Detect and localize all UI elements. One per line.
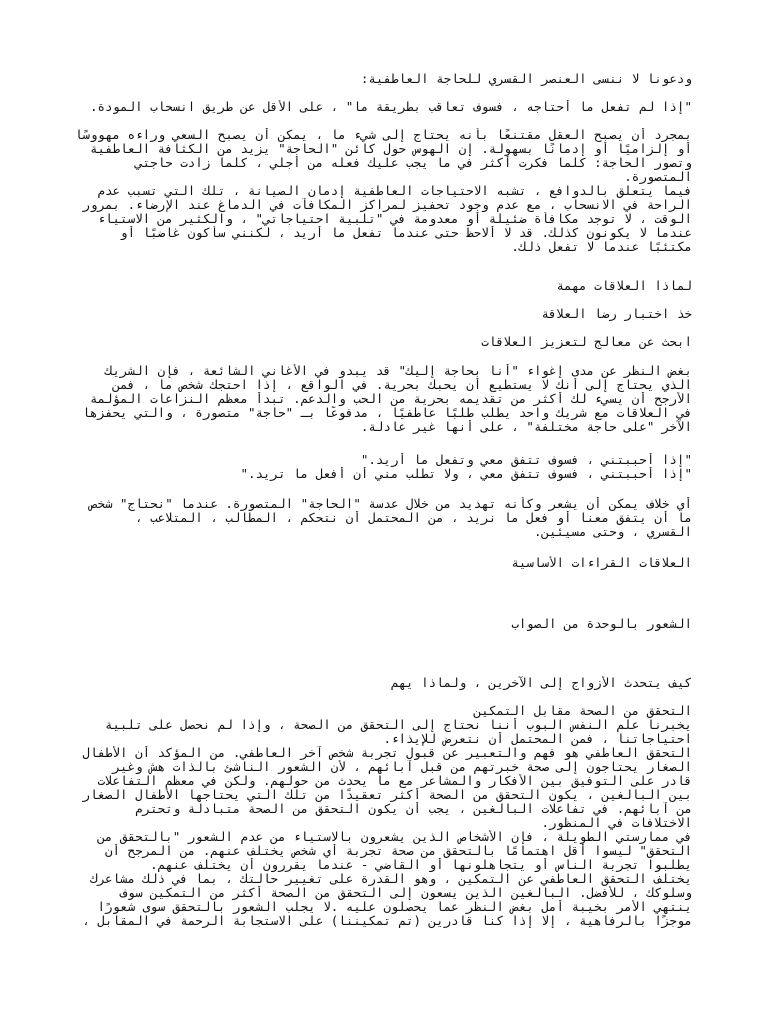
heading-satisfaction-test [70,307,692,321]
text-line: أي خلاف يمكن أن يشعر وكأنه تهديد من خلال عدسة "الحاجة" المتصورة. عندما "نحتاج" شخص [89,497,692,511]
text-line: بغض النظر عن مدى إغواء "أنا بحاجة إليك" قد يبدو في الأغاني الشائعة ، فإن الشريك [105,364,692,378]
paragraph-dispute [70,497,692,539]
text-line: الآخر "على حاجة مختلفة" ، على أنها غير عادلة. [360,420,692,434]
text-line: بين البالغين ، يكون التحقق من الصحة أكثر تعقيدًا من تلك التي يحتاجها الأطفال الصغار [82,788,692,802]
text-line: يختلف التحقق العاطفي عن التمكين ، وهو القدرة على تغيير حالتك ، بما في ذلك مشاعرك [89,872,692,886]
text-line: في العلاقات مع شريك واحد يطلب طلبًا عاطفيًا ، مدفوعًا بـ "حاجة" متصورة ، والتي يحفزها [82,406,692,420]
text-line: وسلوكك ، للأفضل. البالغين الذين يسعون إلى التحقق من الصحة أكثر من التمكين سوف [120,886,692,900]
heading-essential-reads [70,556,692,570]
text-line: "إذا أحببتني ، فسوف تتفق معي وتفعل ما أريد." [360,453,692,467]
text-line: ينتهي الأمر بخيبة أمل بغض النظر عما يحصلون عليه .لا يجلب الشعور بالتحقق سوى شعورًا [97,900,692,914]
text-line: القسري ، وحتى مسيئين. [533,525,692,539]
text-line: الراحة في الانسحاب ، مع عدم وجود تحفيز لمراكز المكافآت في الدماغ عند الإرضاء. بمرور [82,198,692,212]
text-line: الذي يحتاج إلى أنك لا يستطيع أن يحبك بحرية. في الواقع ، إذا احتجك شخص ما ، فمن [112,378,692,392]
text-line: العلاقات القراءات الأساسية [511,556,692,570]
text-line: مكتئبًا عندما لا تفعل ذلك. [511,240,692,254]
text-line: وتصور الحاجة: كلما فكرت أكثر في ما يجب عليك فعله من أجلي ، كلما زادت حاجتي [135,156,692,170]
text-line: في ممارستي الطويلة ، فإن الأشخاص الذين يشعرون بالاستياء من عدم الشعور "بالتحقق من [97,830,692,844]
text-line: قادر على التوفيق بين الأفكار والمشاعر مع ما يحدث من حولهم. ولكن في معظم التفاعلات [97,774,692,788]
text-line: الاختلافات في المنظور. [541,816,692,830]
text-line: التحقق العاطفي هو فهم والتعبير عن قبول تجربة شخص آخر العاطفي. من المؤكد أن الأطفال [82,746,692,760]
text-line: يطلبوا تجربة الناس أو يتجاهلونها أو القاضي - عندما يقررون أن يختلف عنهم. [150,858,692,872]
text-line: موجزًا بالرفاهية ، إلا إذا كنا قادرين (تم تمكيننا) على الاستجابة الرحمة في المقابل ، [82,914,692,928]
heading-loneliness [70,617,692,631]
text-line: "إذا لم تفعل ما أحتاجه ، فسوف تعاقب بطريقة ما" ، على الأقل عن طريق انسحاب المودة. [89,100,692,114]
heading-spouses [70,676,692,690]
text-line: ودعونا لا ننسى العنصر القسري للحاجة العاطفية: [360,72,692,86]
text-line: احتياجاتنا ، فمن المحتمل أن نتعرض للإيذاء. [383,732,692,746]
text-line: ابحث عن معالج لتعزيز العلاقات [481,335,692,349]
text-line: من آبائهم. في تفاعلات البالغين ، يجب أن يكون التحقق من الصحة متبادلة وتحترم [135,802,692,816]
text-line: فيما يتعلق بالدوافع ، تشبه الاحتياجات العاطفية إدمان الصيانة ، تلك التي تسبب عدم [97,184,692,198]
intro-heading [70,72,692,86]
text-line: خذ اختبار رضا العلاقة [541,307,692,321]
text-line: بمجرد أن يصبح العقل مقتنعًا بأنه يحتاج إلى شيء ما ، يمكن أن يصبح السعي وراءه مهووسًا [74,128,692,142]
text-line: المتصورة. [624,170,692,184]
paragraph-seduction [70,364,692,434]
text-line: التحقق من الصحة مقابل التمكين [473,704,692,718]
text-line: ما أن يتفق معنا أو فعل ما نريد ، من المحتمل أن نتحكم ، المطالب ، المتلاعب ، [135,511,692,525]
paragraph-validation [70,704,692,928]
text-line: الأرجح أن يسيء لك أكثر من تقديمه بحرية من الحب والدعم. تبدأ معظم النزاعات المؤلمة [89,392,692,406]
heading-why-relationships [70,279,692,293]
text-line: التحقق" ليسوا أقل اهتمامًا بالتحقق من صحة تجربة أي شخص يختلف عنهم. من المرجح أن [105,844,692,858]
text-line: الشعور بالوحدة من الصواب [511,617,692,631]
paragraph-emotional-need [70,128,692,254]
text-line: لماذا العلاقات مهمة [556,279,692,293]
heading-find-therapist [70,335,692,349]
text-line: أو إلزاميًا أو إدمانًا بسهولة. إن الهوس حول كائن "الحاجة" يزيد من الكثافة العاطفية [89,142,692,156]
text-line: "إذا أحببتني ، فسوف تتفق معي ، ولا تطلب مني أن أفعل ما تريد." [240,467,692,481]
text-line: يخبرنا علم النفس البوب أننا نحتاج إلى التحقق من الصحة ، وإذا لم نحصل على تلبية [105,718,692,732]
intro-quote [70,100,692,114]
text-line: كيف يتحدث الأزواج إلى الآخرين ، ولماذا يهم [390,676,692,690]
text-line: الصغار يحتاجون إلى صحة خبرتهم من قبل آبائهم ، لأن الشعور الناشئ بالذات هش وغير [112,760,692,774]
text-line: الوقت ، لا توجد مكافأة ضئيلة أو معدومة في "تلبية احتياجاتي" ، والكثير من الاستياء [97,212,692,226]
quoted-demands [70,453,692,481]
text-line: عندما لا يكونون كذلك. قد لا ألاحظ حتى عندما تفعل ما أريد ، لكنني سأكون غاضبًا أو [120,226,692,240]
